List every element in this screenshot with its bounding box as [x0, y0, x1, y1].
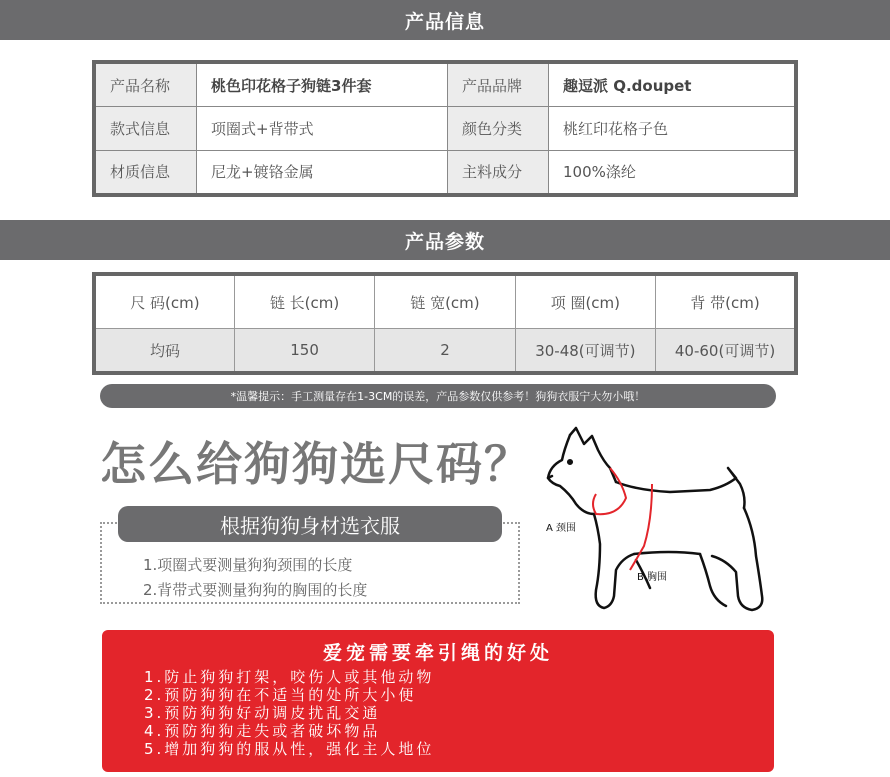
- neck-label: A 颈围: [546, 523, 577, 534]
- table-header-cell: 尺 码(cm): [94, 274, 234, 329]
- benefits-title: 爱宠需要牵引绳的好处: [322, 642, 553, 664]
- section-title-product-info: 产品信息: [0, 0, 890, 40]
- table-cell-label: 款式信息: [94, 107, 197, 150]
- table-cell-value: 2: [375, 329, 515, 374]
- benefits-panel: [102, 630, 774, 772]
- table-row: [94, 150, 796, 195]
- table-cell-value: 150: [234, 329, 374, 374]
- list-item: 1.防止狗狗打架，咬伤人或其他动物: [144, 668, 435, 686]
- table-header-cell: 链 长(cm): [234, 274, 374, 329]
- dog-measurement-illustration: [540, 420, 790, 620]
- chest-label: B 胸围: [637, 572, 668, 583]
- table-cell-value: 趣逗派 Q.doupet: [549, 62, 797, 107]
- measure-guide-list: [143, 553, 367, 603]
- product-params-table: [92, 272, 798, 375]
- measure-guide-pill: 根据狗狗身材选衣服: [118, 506, 502, 542]
- section-title-product-params: 产品参数: [0, 220, 890, 260]
- table-header-cell: 链 宽(cm): [375, 274, 515, 329]
- table-cell-value: 桃红印花格子色: [549, 107, 797, 150]
- table-header-cell: 背 带(cm): [656, 274, 796, 329]
- table-header-cell: 项 圈(cm): [515, 274, 655, 329]
- list-item: 2.背带式要测量狗狗的胸围的长度: [143, 581, 368, 599]
- measurement-tip-bar: *温馨提示：手工测量存在1-3CM的误差，产品参数仅供参考！狗狗衣服宁大勿小哦！: [100, 384, 776, 408]
- table-cell-value: 30-48(可调节): [515, 329, 655, 374]
- product-info-table: [92, 60, 798, 197]
- table-cell-label: 材质信息: [94, 150, 197, 195]
- table-cell-label: 产品名称: [94, 62, 197, 107]
- list-item: 4.预防狗狗走失或者破坏物品: [144, 722, 381, 740]
- table-row: [94, 62, 796, 107]
- table-cell-label: 产品品牌: [448, 62, 549, 107]
- table-row: [94, 107, 796, 150]
- table-cell-value: 100%涤纶: [549, 150, 797, 195]
- table-cell-value: 尼龙+镀铬金属: [197, 150, 448, 195]
- list-item: 2.预防狗狗在不适当的处所大小便: [144, 686, 417, 704]
- table-cell-label: 主料成分: [448, 150, 549, 195]
- list-item: 1.项圈式要测量狗狗颈围的长度: [143, 556, 353, 574]
- benefits-list: [144, 668, 434, 758]
- table-row: [94, 329, 796, 374]
- table-cell-value: 项圈式+背带式: [197, 107, 448, 150]
- table-cell-label: 颜色分类: [448, 107, 549, 150]
- table-cell-value: 均码: [94, 329, 234, 374]
- sizing-heading: 怎么给狗狗选尺码？: [100, 437, 532, 491]
- table-cell-value: 40-60(可调节): [656, 329, 796, 374]
- list-item: 5.增加狗狗的服从性，强化主人地位: [144, 740, 435, 758]
- list-item: 3.预防狗狗好动调皮扰乱交通: [144, 704, 381, 722]
- table-cell-value: 桃色印花格子狗链3件套: [197, 62, 448, 107]
- table-header-row: [94, 274, 796, 329]
